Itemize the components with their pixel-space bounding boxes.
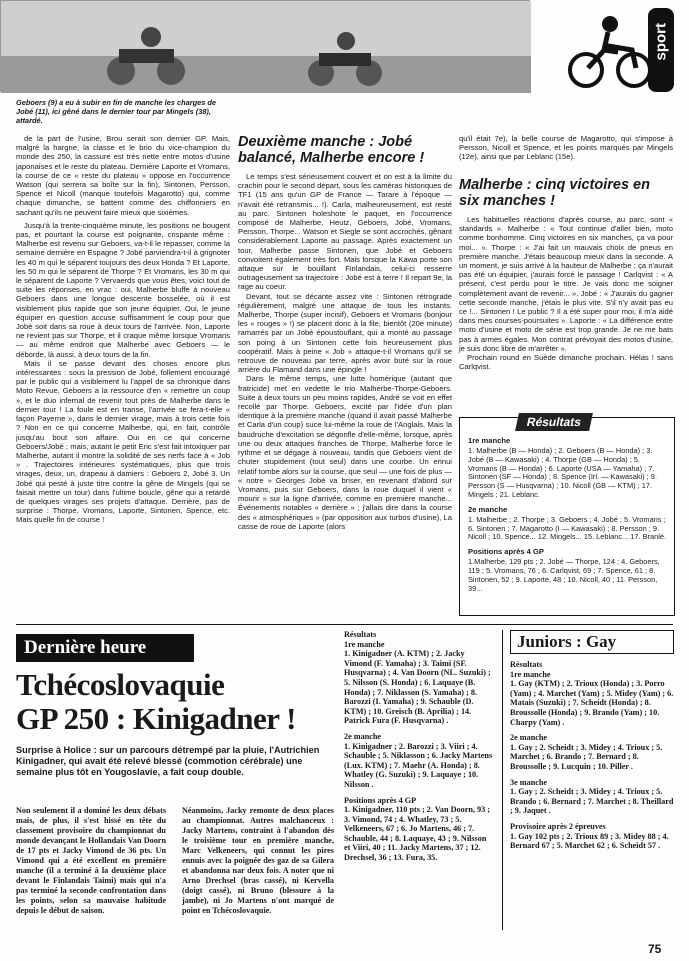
page-number: 75 <box>648 942 662 956</box>
photo-caption: Geboers (9) a eu à subir en fin de manche les charges de Jobé (11), ici gêné dans le dernier tour par Mingels (38), attardé. <box>16 98 217 125</box>
results-content <box>468 436 668 593</box>
paragraph: Dans le même temps, une lutte homérique (autant que fratricide) met en vedette le trio Malherbe-Thorpe-Geboers. Suite à deux tours un peu moins rapides, André se voit en effet recollé par Thorpe. Geboers, excité par l'idée d'un plan identique à la première manche (quand il avait passé Malherbe et Carla d'un coup) suce lui-même la roue de l'Anglais. Mais la baudruche d'excitation se dégonfle d'elle-même, lorsque, après une ou deux attaques franches de Thorpe, Malherbe force le rythme et se dégage à nouveau, tandis que Geboers vient de chuter stupidement (tout seul) dans une courbe. Un ennui relatif tombe alors sur la course, que seul — une fois de plus — « notre » Georges Jobé va briser, en revenant d'abord sur Vromans, puis sur Geboers, dans la roue duquel il vient « mourir » sur la ligne d'arrivée, comme en première manche... Événements notables « derrière » ; j'allais dire dans la course des « atmosphériques » (par opposition aux turbos d'usine), La casse de roue de Laporte (alors <box>238 374 452 531</box>
results-m1: 1. Malherbe (B — Honda) ; 2. Geboers (B — Honda) ; 3. Jobé (B — Kawasaki) ; 4. Thorpe (GB — Honda) ; 5. Vromans (B — Honda) ; 6. Laporte (USA — Yamaha) ; 7. Sintonen (SF — Honda) ; 8. Spence (Irl. — Kawasaki) ; 9. Persson (S — Husqvarna) ; 10. Nicoll (GB — KTM) ; 17. Mingels ; 21. Leblanc. <box>468 446 657 499</box>
results-positions-heading: Positions après 4 GP <box>468 547 544 557</box>
column-divider <box>502 630 503 930</box>
article-column-3 <box>459 215 673 371</box>
derniere-heure-label: Dernière heure <box>24 637 147 658</box>
gp250-positions-heading: Positions après 4 GP <box>344 795 417 805</box>
bottom-column-2 <box>182 806 334 916</box>
gp250-m1: 1. Kinigadner (A. KTM) ; 2. Jacky Vimond (F. Yamaha) ; 3. Taimi (SF. Husqvarna) ; 4. Van Doorn (NL. Suzuki) ; 5. Nilsson (S. Honda) ; 6. Laquaye (B. Honda) ; 7. Niklasson (S. Yamaha) ; 8. Barozzi (I. Yamaha) ; 9. Schauble (D. KTM) ; 10. Greisch (B. Aprilia) ; 14. Patrick Fura (F. Husqvarna) . <box>344 649 491 726</box>
gp250-results <box>344 630 494 863</box>
sport-logo-text: sport <box>652 23 670 61</box>
headline-line-2: GP 250 : Kinigadner ! <box>16 701 297 736</box>
article-column-2 <box>238 172 452 531</box>
gp250-m2: 1. Kinigadner ; 2. Barozzi ; 3. Viiri ; 4. Schauble ; 5. Niklasson ; 6. Jacky Martens (Lux. KTM) ; 7. Maehr (A. Honda) ; 8. Whatley (G. Suzuki) ; 9. Laquaye ; 10. Nilsson . <box>344 741 493 789</box>
results-m2-heading: 2e manche <box>468 504 508 514</box>
gp250-positions: 1. Kinigadner, 110 pts ; 2. Van Doorn, 93 ; 3. Vimond, 74 ; 4. Whatley, 73 ; 5. Velkeneers, 67 ; 6. Jo Martens, 46 ; 7. Schauble, 44 ; 8. Laquaye, 43 ; 9. Nilsson et Viiri, 40 ; 11. Jacky Martens, 37 ; 12. Drechsel, 36 ; 13. Fura, 35. <box>344 805 490 863</box>
juniors-m1-heading: 1re manche <box>510 669 551 679</box>
bottom-column-1 <box>16 806 166 916</box>
results-box-header <box>459 417 675 435</box>
results-tab: Résultats <box>515 413 593 431</box>
juniors-provisional-heading: Provisoire après 2 épreuves <box>510 821 606 831</box>
section-title-deuxieme-manche: Deuxième manche : Jobé balancé, Malherbe encore ! <box>238 134 425 166</box>
paragraph: Néanmoins, Jacky remonte de deux places au championnat. Autres malchanceux : Jacky Martens, contraint à l'abandon dès le troisième tour en première manche, Marc Velkeneers, qui connut les pires ennuis avec la poignée des gaz de sa Gilera et abandonna nar deux fois. A noter que ni Arno Drechsel (bras cassé), ni Kervella (doigt cassé), ni Bruno (blessure à la jambe), ni Jo Martens n'ont marqué de point en Tchécoslovaquie. <box>182 806 334 915</box>
lead-paragraph: Surprise à Holice : sur un parcours détrempé par la pluie, l'Autrichien Kinigadner, qui avait été relevé blessé (commotion cérébrale) une semaine plus tôt en Yougoslavie, a fait coup double. <box>16 745 320 777</box>
race-photo <box>0 0 530 92</box>
juniors-m1: 1. Gay (KTM) ; 2. Trioux (Honda) ; 3. Porro (Yam) ; 4. Marchet (Yam) ; 5. Midey (Yam) ; 6. Matais (Suzuki) ; 7. Scheidt (Honda) ; 8. Broussolle (Honda) ; 9. Brando (Yam) ; 10. Charpy (Yam) . <box>510 679 674 727</box>
section-divider <box>16 624 673 625</box>
juniors-title: Juniors : Gay <box>510 630 674 654</box>
article-column-3-top <box>459 134 673 162</box>
derniere-heure-banner <box>16 634 194 662</box>
paragraph: Devant, tout se décante assez vite : Sintonen rétrograde régulièrement, malgré une attaque de tous les instants. Malherbe, Thorpe (super incisif), Geboers et Vromans (bonjour les « rouges » !) se placent donc à la file, bientôt (20e minute) ramarrés par un Jobé époustouflant, qui a monté au passage son poing à un Sintonen cette fois heureusement plus coopératif. Mais à peine « Job » attaque-t-il Vromans qu'il se retrouve de nouveau par terre, après avoir buté sur la roue arrière du Flamand dans une épingle ! <box>238 291 452 375</box>
paragraph: Mais il se passe devant des choses encore plus intéressantes : sous la pression de Jobé, follement encouragé par le public qui a visiblement lu l'appel de sa chronique dans Moto Revue, Geboers a la ressource d'en « remettre un coup », et le duo infernal de revenir tout près de Malherbe dans le dernier tour ! La foule est en transe, l'arrivée se fera-t-elle « façon Payerne », dans le dernier virage, mais à trois cette fois ? Non en ce qui concerne Malherbe, qui, en fait, contrôle jusqu'au bout son affaire. Oui en ce qui concerne Geboers/Jobé ; mais, autant le petit Eric s'est fait intoxiquer par Malherbe, autant il montre la solidité de ses nerfs face à « Job » . Trajectoires intérieures systématiques, plus que trois virages, deux, un, drapeau à damiers : Geboers 2, Jobé 3. Un Jobé qui pesté à juste titre contre la gêne de Mingels (qui se faisait mettre un tour) dans l'ultime boucle, gêne qui a retardé de quelques virages ses projets d'attaque. Derrière, pas de surprise : Thorpe, Vromans, Laporte, Sintonen, Spence, etc. Mais quelle fin de course ! <box>16 358 230 525</box>
juniors-results <box>510 630 674 851</box>
juniors-m3-heading: 3e manche <box>510 777 548 787</box>
juniors-provisional: 1. Gay 102 pts ; 2. Trioux 89 ; 3. Midey 88 ; 4. Bernard 67 ; 5. Marchet 62 ; 6. Scheidt 57 . <box>510 831 669 851</box>
paragraph: Non seulement il a dominé les deux débats mais, de plus, il s'est hissé en tête du classement provisoire du championnat du monde devançant le Hollandais Van Doorn de 17 pts et Jacky Vimond de 36 pts. Un Vimond qui a été excellent en première manche (il a terminé à la deuxième place devant le Finlandais Taimi) mais qui n'a pas terminé la seconde confrontation dans les points, selon sa mauvaise habitude depuis le début de saison. <box>16 806 166 915</box>
results-m2: 1. Malherbe ; 2. Thorpe ; 3. Geboers ; 4. Jobé ; 5. Vromans ; 6. Sintonen ; 7. Magarotto (I — Kawasaki) ; 8. Persson ; 9. Nicoll ; 10. Spence... 12. Mingels... 15. Leblanc... 17. Branlé. <box>468 514 667 542</box>
paragraph: qu'il était 7e), la belle course de Magarotto, qui s'impose à Persson, Nicoll et Spence, et les points marqués par Mingels (12e), ainsi que par Leblanc (15e). <box>459 134 673 162</box>
gp250-m1-heading: 1re manche <box>344 639 385 649</box>
results-positions: 1.Malherbe, 129 pts ; 2. Jobé — Thorpe, 124 ; 4. Geboers, 119 ; 5. Vromans, 76 ; 6. Carlqvist, 69 ; 7. Spence, 61 ; 8. Sintonen, 52 ; 9. Laporte, 48 ; 10. Nicoll, 40 ; 11. Persson, 39... <box>468 557 660 593</box>
juniors-m2: 1. Gay ; 2. Scheidt ; 3. Midey ; 4. Trioux ; 5. Marchet ; 6. Brando ; 7. Bernard ; 8. Broussolle ; 9. Lucquin ; 10. Piller . <box>510 742 663 771</box>
motocross-photo-illustration <box>1 1 531 93</box>
results-m1-heading: 1re manche <box>468 436 511 445</box>
paragraph: Les habituelles réactions d'après course, au parc, sont « standards ». Malherbe : « Tout continue d'aller bien, moto comme bonhomme. Cinq victoires en six manches, ça va pour moi... ». Thorpe : « J'ai fait un mauvais choix de pneus en première manche. J'étais beaucoup mieux dans la seconde. A un moment, je suis arrivé à la hauteur de Malherbe ; ça n'aurait pas été un équipier, j'aurais forcé le passage ! Carlqvist : « A présent, c'est perdu pour le titre. Je vais donc me soigner complètement avant de revenir... ». Jobé : « J'aurais du gagner cette seconde manche, j'étais le plus vite. S'il n'y avait pas eu ce !... Sintonen ! Le public ? Il a été super pour moi, il m'a aidé dans mes courses-poursuites ». Laporte : « La différence entre moto d'usine et moto de série est trop grande. Je ne me bats pas à armes égales. Mon contrat prévoyait des motos d'usine, je suis donc libre de m'arrêter ». <box>459 215 673 353</box>
paragraph: de la part de l'usine, Brou serait son dernier GP. Mais, malgré la hargne, la classe et le brio du vice-champion du monde des 250, la cassure est très nette entre motos d'usine japonaises et le reste du plateau. Dernière Laporte et Vromans, la course de ce « reste du plateau » oppose en l'occurrence Watson (qui serrera sa boîte sur la fin), Sintonen, Persson, Spence et Nicoll (manque toutefois Magarotto) qui, comme chaque dimanche, se battent comme des chiffonniers en sachant qu'ils ne peuvent faire mieux que sixièmes. <box>16 134 230 217</box>
juniors-m3: 1. Gay ; 2. Scheidt ; 3. Midey ; 4. Trioux ; 5. Brando ; 6. Bernard ; 7. Marchet ; 8. Theillard ; 9. Jaquet . <box>510 787 674 816</box>
headline-line-1: Tchécoslovaquie <box>16 667 225 702</box>
sport-logo <box>548 6 678 94</box>
gp250-m2-heading: 2e manche <box>344 731 382 741</box>
article-column-1 <box>16 134 230 525</box>
paragraph: Prochain round en Suède dimanche prochain. Hélas ! sans Carlqvist. <box>459 353 673 372</box>
results-box <box>459 417 675 616</box>
gp250-results-title: Résultats <box>344 630 377 639</box>
paragraph: Le temps s'est sérieusement couvert et on est à la limite du crachin pour le second départ, sous les caméras historiques de TF1 (15 ans qu'un GP de France — Tarare à l'époque — n'avait été retransmis... !). Carla, malheureusement, est resté au parc. Sintonen holeshote le paquet, en l'occurrence composé de Malherbe, Heutz, Geboers, Jobé, Vromans, Persson, Thorpe... Watson et Siegle se sont accrochés, gênant considérablement Laporte au passage. Après exactement un tour, Malherbe passe Sintonen, que Jobé et Geboers convoitent également très fort. Mais lorsque la Kawa porte son attaque sur le bouillant Finlandais, celui-ci resserre outrageusement sa trajectoire : Jobé est à terre ! Il repart 9e, la rage au coeur. <box>238 172 452 292</box>
section-title-malherbe: Malherbe : cinq victoires en six manches ! <box>459 177 650 209</box>
juniors-m2-heading: 2e manche <box>510 733 548 743</box>
paragraph: Jusqu'à la trente-cinquième minute, les positions ne bougent pas, et pourtant la course est poignante, crispante même : Malherbe est revenu sur Geboers, va-t-il le repasser, comme la semaine dernière en Espagne ? Jobé parviendra-t-il à grignoter les 40 m qui le séparent toujours des deux Honda ? Et Laporte, les 50 m qui le séparent de Thorpe ? Et Vromans, les 30 m qui le séparent de Laporte ? Vervaerds que vous êtes, voici tout de suite les réponses, en vrac : oui, Malherbe bluffe à nouveau Geboers dans une longue descente bosselée, où il est visiblement plus rapide que son jeune équipier. Oui, le jeune équipier en question accuse suffisamment le coup pour que Jobé soit dans sa roue à deux tours de l'arrivée. Non, Laporte ne revient pas sur Thorpe, et il craque même lorsque Vromans — au même endroit que Malherbe avec Geboers — le déborde, là aussi, à deux tours de la fin. <box>16 220 230 359</box>
juniors-results-label: Résultats <box>510 660 543 669</box>
